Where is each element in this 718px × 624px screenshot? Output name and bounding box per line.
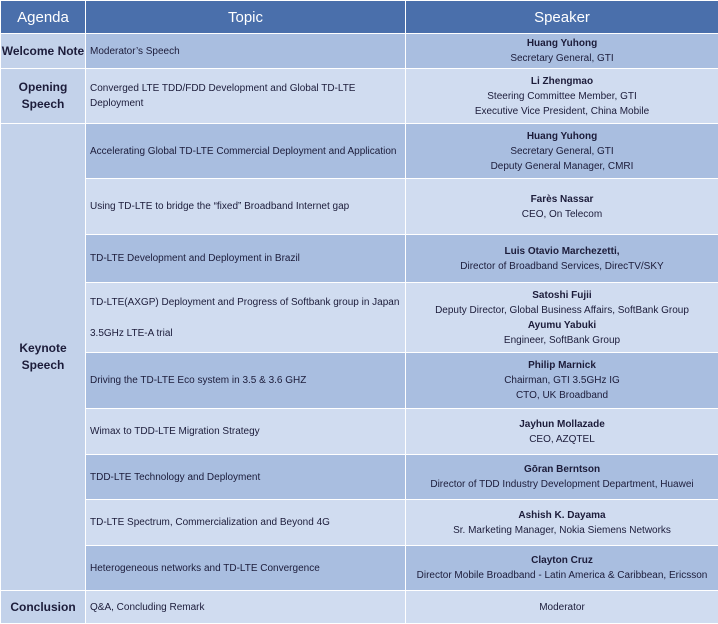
speaker-title: Secretary General, GTI — [510, 145, 614, 157]
topic-cell: Converged LTE TDD/FDD Development and Global TD-LTE Deployment — [86, 69, 406, 124]
speaker-name: Ayumu Yabuki — [527, 319, 597, 331]
agenda-cell — [1, 124, 86, 591]
table-row — [1, 235, 718, 283]
speaker-title: CEO, AZQTEL — [529, 433, 595, 445]
agenda-cell — [1, 69, 86, 124]
speaker-name: Huang Yuhong — [526, 130, 598, 142]
speaker-cell — [406, 235, 718, 283]
topic-cell: Moderator’s Speech — [86, 34, 406, 69]
speaker-name: Li Zhengmao — [530, 75, 594, 87]
table-row — [1, 283, 718, 353]
speaker-cell — [406, 409, 718, 455]
speaker-name: Gōran Berntson — [523, 464, 601, 475]
topic-cell: TDD-LTE Technology and Deployment — [86, 455, 406, 500]
table-row — [1, 124, 718, 179]
speaker-name: Jayhun Mollazade — [519, 418, 605, 430]
speaker-name: Clayton Cruz — [531, 555, 593, 566]
speaker-name: Farès Nassar — [530, 193, 594, 205]
speaker-title: CTO, UK Broadband — [515, 390, 609, 401]
speaker-cell — [406, 455, 718, 500]
topic-line: 3.5GHz LTE-A trial — [90, 327, 173, 339]
topic-cell: Q&A, Concluding Remark — [86, 591, 406, 624]
speaker-name: Satoshi Fujii — [532, 289, 592, 301]
speaker-title: Chairman, GTI 3.5GHz IG — [504, 375, 620, 386]
speaker-name: Ashish K. Dayama — [518, 509, 606, 521]
speaker-cell — [406, 69, 718, 124]
speaker-cell — [406, 34, 718, 69]
speaker-title: CEO, On Telecom — [521, 208, 603, 220]
speaker-title: Director Mobile Broadband - Latin America & Caribbean, Ericsson — [416, 570, 708, 581]
speaker-cell — [406, 500, 718, 546]
topic-cell — [86, 283, 406, 353]
topic-cell: Accelerating Global TD-LTE Commercial Deployment and Application — [86, 124, 406, 179]
speaker-cell — [406, 283, 718, 353]
topic-cell: Wimax to TDD-LTE Migration Strategy — [86, 409, 406, 455]
agenda-cell: Conclusion — [1, 591, 86, 624]
table-row — [1, 179, 718, 235]
speaker-cell — [406, 124, 718, 179]
topic-cell: Heterogeneous networks and TD-LTE Convergence — [86, 546, 406, 591]
topic-cell: Driving the TD-LTE Eco system in 3.5 & 3.6 GHZ — [86, 353, 406, 409]
table-row — [1, 455, 718, 500]
topic-spacer — [90, 310, 405, 326]
topic-cell: TD-LTE Spectrum, Commercialization and Beyond 4G — [86, 500, 406, 546]
speaker-name: Philip Marnick — [528, 360, 596, 371]
table-row — [1, 34, 718, 69]
speaker-title: Secretary General, GTI — [510, 53, 614, 64]
speaker-title: Deputy General Manager, CMRI — [490, 160, 634, 172]
agenda-label: Opening Speech — [18, 80, 68, 111]
header-topic: Topic — [86, 1, 406, 34]
speaker-cell: Moderator — [406, 591, 718, 624]
speaker-cell — [406, 179, 718, 235]
speaker-title: Director of Broadband Services, DirecTV/SKY — [460, 260, 664, 272]
header-speaker: Speaker — [406, 1, 718, 34]
speaker-name: Huang Yuhong — [526, 38, 598, 49]
table-row — [1, 546, 718, 591]
topic-cell: Using TD-LTE to bridge the “fixed” Broadband Internet gap — [86, 179, 406, 235]
speaker-title: Deputy Director, Global Business Affairs, SoftBank Group — [435, 304, 689, 316]
topic-cell: TD-LTE Development and Deployment in Brazil — [86, 235, 406, 283]
table-row — [1, 353, 718, 409]
header-row — [1, 1, 718, 34]
speaker-name: Luis Otavio Marchezetti, — [504, 245, 620, 257]
table-row — [1, 409, 718, 455]
header-agenda: Agenda — [1, 1, 86, 34]
table-row — [1, 500, 718, 546]
speaker-title: Director of TDD Industry Development Department, Huawei — [430, 479, 694, 490]
agenda-cell: Welcome Note — [1, 34, 86, 69]
speaker-title: Engineer, SoftBank Group — [503, 334, 621, 346]
speaker-cell — [406, 546, 718, 591]
table-row — [1, 591, 718, 624]
topic-line: TD-LTE(AXGP) Deployment and Progress of Softbank group in Japan — [90, 296, 400, 308]
speaker-title: Sr. Marketing Manager, Nokia Siemens Networks — [453, 524, 671, 536]
table-row — [1, 69, 718, 124]
speaker-cell — [406, 353, 718, 409]
agenda-label: Keynote Speech — [19, 341, 67, 372]
speaker-title: Steering Committee Member, GTI — [487, 90, 637, 102]
speaker-title: Executive Vice President, China Mobile — [474, 105, 650, 117]
